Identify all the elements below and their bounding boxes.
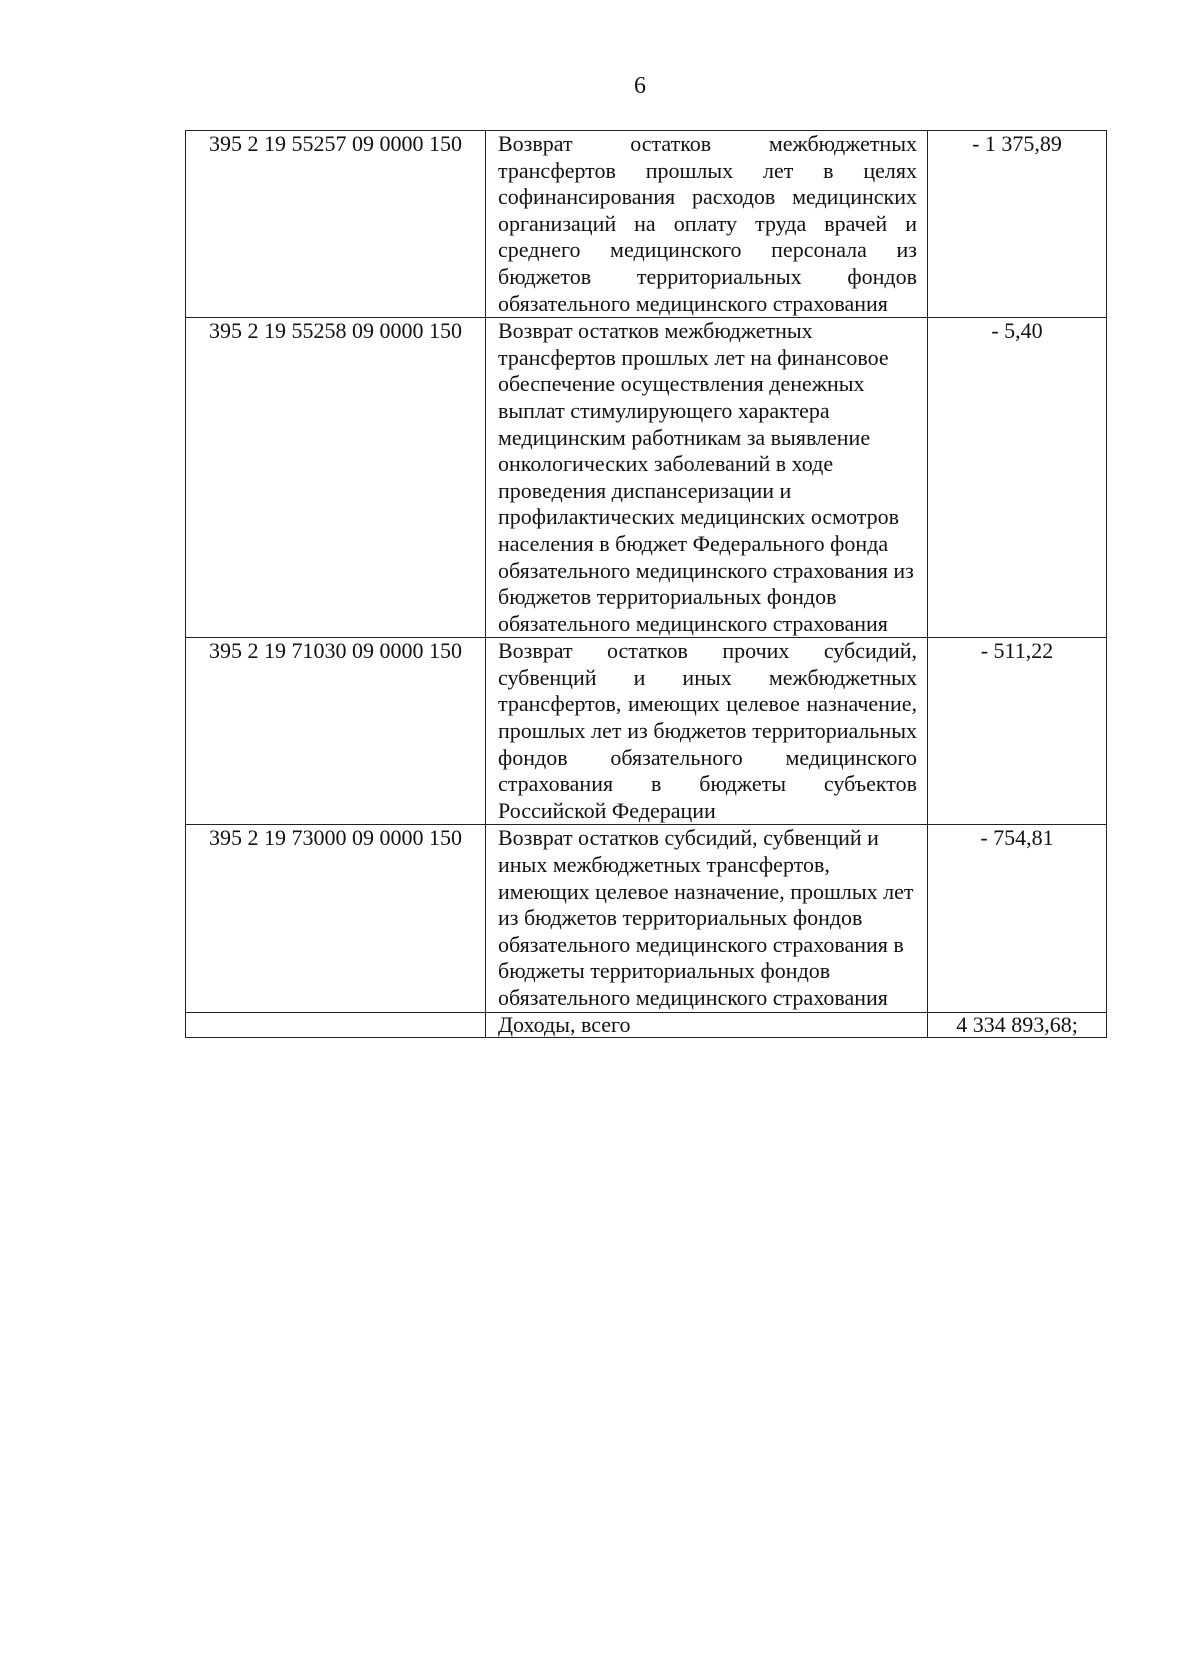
row-amount: - 511,22 [928, 638, 1107, 825]
row-code: 395 2 19 55258 09 0000 150 [186, 318, 486, 638]
row-description: Возврат остатков межбюджетных трансфертов прошлых лет на финансовое обеспечение осуществления денежных выплат стимулирующего характера медицинским работникам за выявление онкологических заболеваний в ходе проведения диспансеризации и профилактических медицинских осмотров населения в бюджет Федерального фонда обязательного медицинского страхования из бюджетов территориальных фондов обязательного медицинского страхования [486, 318, 928, 638]
row-description: Возврат остатков межбюджетных трансфертов прошлых лет в целях софинансирования расходов медицинских организаций на оплату труда врачей и среднего медицинского персонала из бюджетов территориальных фондов обязательного медицинского страхования [486, 131, 928, 318]
table-row [186, 638, 1107, 825]
total-amount: 4 334 893,68; [928, 1012, 1107, 1037]
table-row [186, 131, 1107, 318]
page-number: 6 [634, 73, 646, 99]
total-label: Доходы, всего [486, 1012, 928, 1037]
total-row [186, 1012, 1107, 1037]
row-code: 395 2 19 73000 09 0000 150 [186, 825, 486, 1012]
table-row [186, 825, 1107, 1012]
row-amount: - 1 375,89 [928, 131, 1107, 318]
row-amount: - 5,40 [928, 318, 1107, 638]
row-description: Возврат остатков прочих субсидий, субвенций и иных межбюджетных трансфертов, имеющих целевое назначение, прошлых лет из бюджетов территориальных фондов обязательного медицинского страхования в бюджеты субъектов Российской Федерации [486, 638, 928, 825]
total-code [186, 1012, 486, 1037]
revenue-table [185, 130, 1107, 1038]
row-code: 395 2 19 55257 09 0000 150 [186, 131, 486, 318]
row-description: Возврат остатков субсидий, субвенций и иных межбюджетных трансфертов, имеющих целевое назначение, прошлых лет из бюджетов территориальных фондов обязательного медицинского страхования в бюджеты территориальных фондов обязательного медицинского страхования [486, 825, 928, 1012]
row-amount: - 754,81 [928, 825, 1107, 1012]
row-code: 395 2 19 71030 09 0000 150 [186, 638, 486, 825]
table-row [186, 318, 1107, 638]
